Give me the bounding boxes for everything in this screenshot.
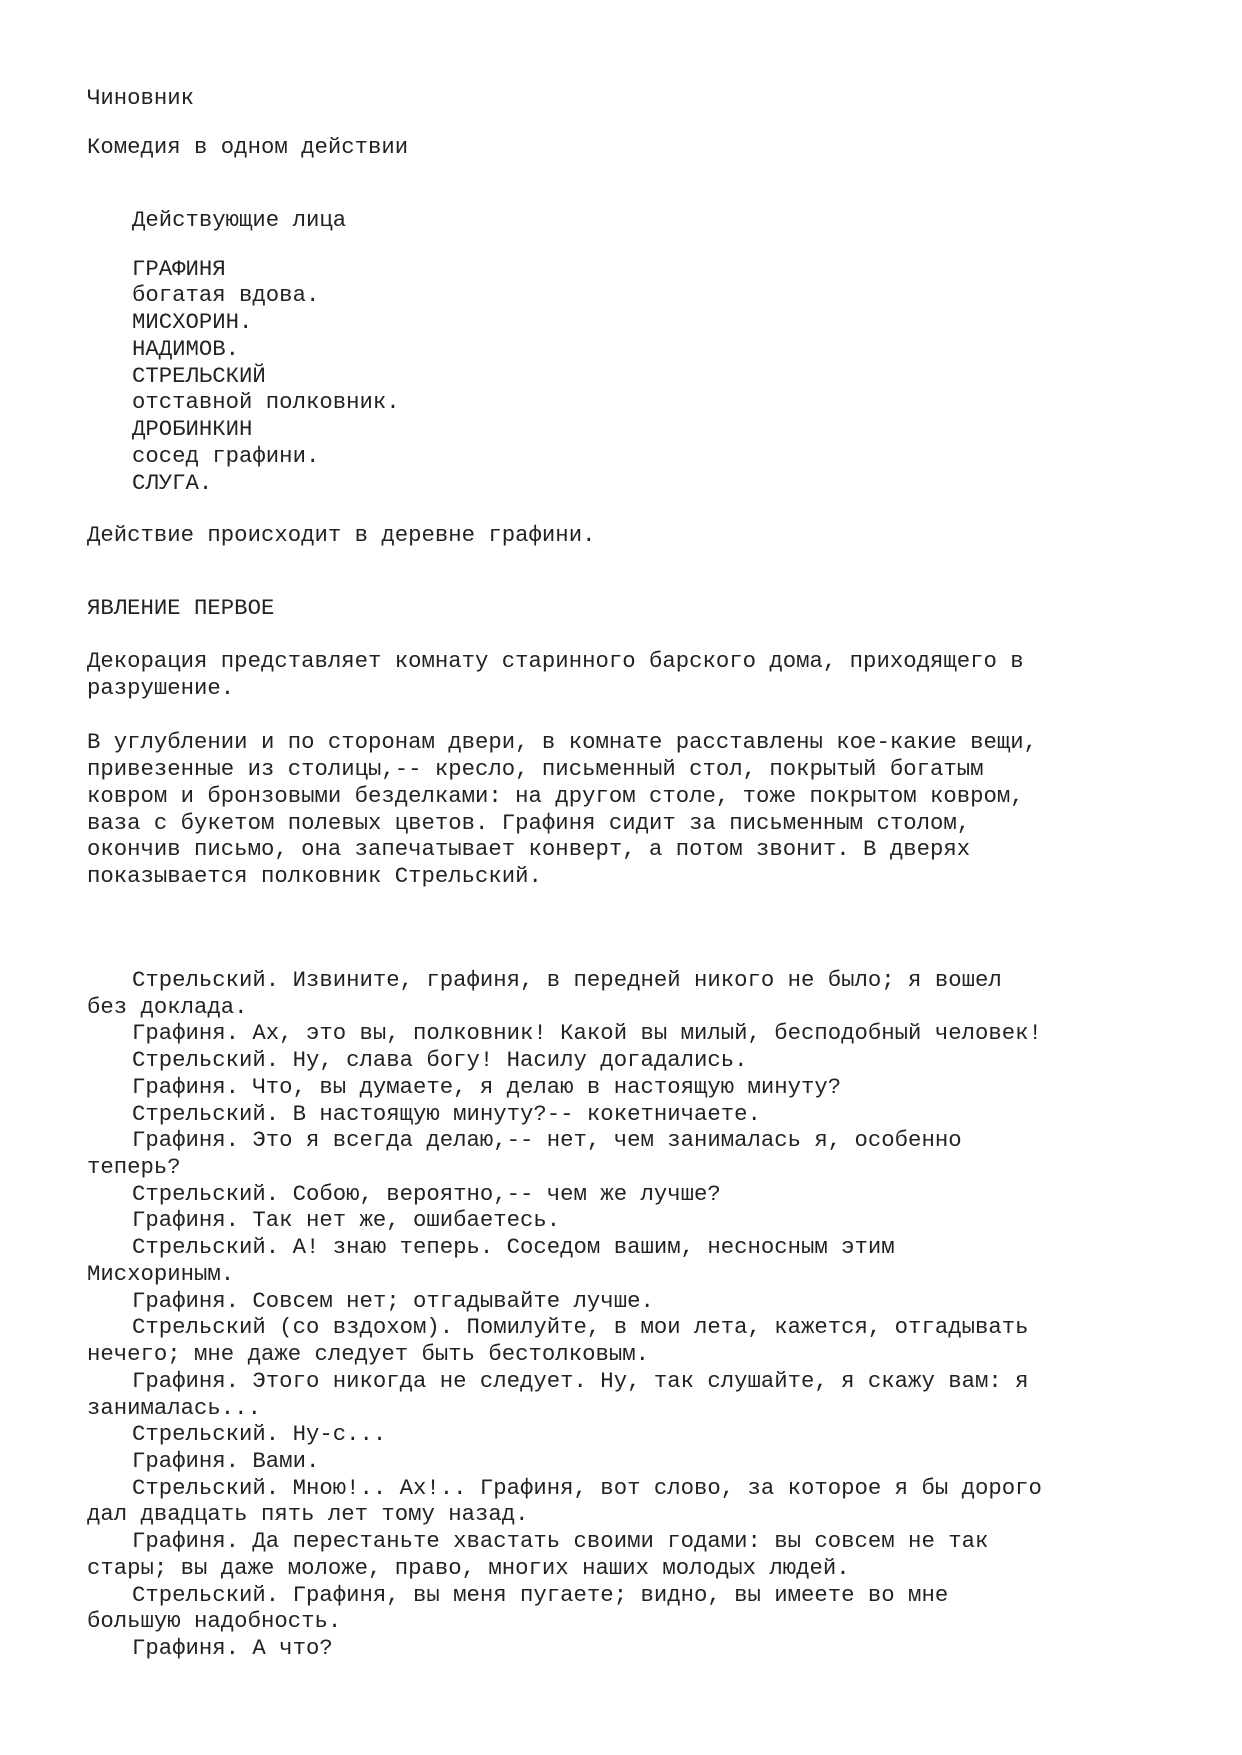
- dialogue-line: Графиня. Ах, это вы, полковник! Какой вы милый, бесподобный человек!: [132, 1020, 1042, 1046]
- dialogue-line: стары; вы даже моложе, право, многих наших молодых людей.: [87, 1555, 850, 1581]
- stage-direction-line: привезенные из столицы,-- кресло, письменный стол, покрытый богатым: [87, 756, 984, 782]
- stage-direction-line: В углублении и по сторонам двери, в комнате расставлены кое-какие вещи,: [87, 729, 1038, 755]
- dialogue-line: без доклада.: [87, 994, 248, 1020]
- dialogue-line: Стрельский. Мною!.. Ах!.. Графиня, вот слово, за которое я бы дорого: [132, 1475, 1042, 1501]
- dialogue-line: Графиня. Это я всегда делаю,-- нет, чем занималась я, особенно: [132, 1127, 962, 1153]
- dialogue-line: теперь?: [87, 1154, 181, 1180]
- cast-item: ГРАФИНЯ: [132, 256, 226, 282]
- cast-item: СТРЕЛЬСКИЙ: [132, 363, 266, 389]
- dialogue-line: Стрельский. Графиня, вы меня пугаете; видно, вы имеете во мне: [132, 1582, 949, 1608]
- stage-direction-line: ваза с букетом полевых цветов. Графиня сидит за письменным столом,: [87, 810, 971, 836]
- cast-item: сосед графини.: [132, 443, 320, 469]
- play-subtitle: Комедия в одном действии: [87, 134, 409, 160]
- cast-item: ДРОБИНКИН: [132, 416, 253, 442]
- dialogue-line: занималась...: [87, 1395, 261, 1421]
- dialogue-line: Стрельский. Ну-с...: [132, 1421, 387, 1447]
- dialogue-line: Стрельский. Извините, графиня, в передней никого не было; я вошел: [132, 967, 1002, 993]
- cast-heading: Действующие лица: [132, 207, 347, 233]
- dialogue-line: Стрельский. Собою, вероятно,-- чем же лучше?: [132, 1181, 721, 1207]
- dialogue-line: Графиня. Да перестаньте хвастать своими годами: вы совсем не так: [132, 1528, 989, 1554]
- dialogue-line: Стрельский (со вздохом). Помилуйте, в мои лета, кажется, отгадывать: [132, 1314, 1029, 1340]
- play-title: Чиновник: [87, 85, 195, 111]
- cast-item: богатая вдова.: [132, 282, 320, 308]
- dialogue-line: Графиня. Совсем нет; отгадывайте лучше.: [132, 1288, 654, 1314]
- decoration-line: разрушение.: [87, 675, 235, 701]
- dialogue-line: нечего; мне даже следует быть бестолковым.: [87, 1341, 649, 1367]
- dialogue-line: Мисхориным.: [87, 1261, 235, 1287]
- dialogue-line: Графиня. Так нет же, ошибаетесь.: [132, 1207, 561, 1233]
- cast-item: СЛУГА.: [132, 470, 213, 496]
- setting-line: Действие происходит в деревне графини.: [87, 522, 596, 548]
- dialogue-line: Стрельский. Ну, слава богу! Насилу догадались.: [132, 1047, 748, 1073]
- dialogue-line: Графиня. Этого никогда не следует. Ну, так слушайте, я скажу вам: я: [132, 1368, 1029, 1394]
- cast-item: НАДИМОВ.: [132, 336, 240, 362]
- dialogue-line: большую надобность.: [87, 1608, 342, 1634]
- dialogue-line: Графиня. Вами.: [132, 1448, 320, 1474]
- stage-direction-line: окончив письмо, она запечатывает конверт, а потом звонит. В дверях: [87, 836, 971, 862]
- dialogue-line: дал двадцать пять лет тому назад.: [87, 1501, 529, 1527]
- dialogue-line: Графиня. Что, вы думаете, я делаю в настоящую минуту?: [132, 1074, 842, 1100]
- decoration-line: Декорация представляет комнату старинного барского дома, приходящего в: [87, 648, 1024, 674]
- dialogue-line: Стрельский. В настоящую минуту?-- кокетничаете.: [132, 1101, 761, 1127]
- cast-item: отставной полковник.: [132, 389, 400, 415]
- stage-direction-line: показывается полковник Стрельский.: [87, 863, 542, 889]
- scene-heading: ЯВЛЕНИЕ ПЕРВОЕ: [87, 595, 275, 621]
- cast-item: МИСХОРИН.: [132, 309, 253, 335]
- dialogue-line: Стрельский. А! знаю теперь. Соседом вашим, несносным этим: [132, 1234, 895, 1260]
- stage-direction-line: ковром и бронзовыми безделками: на другом столе, тоже покрытом ковром,: [87, 783, 1024, 809]
- dialogue-line: Графиня. А что?: [132, 1635, 333, 1661]
